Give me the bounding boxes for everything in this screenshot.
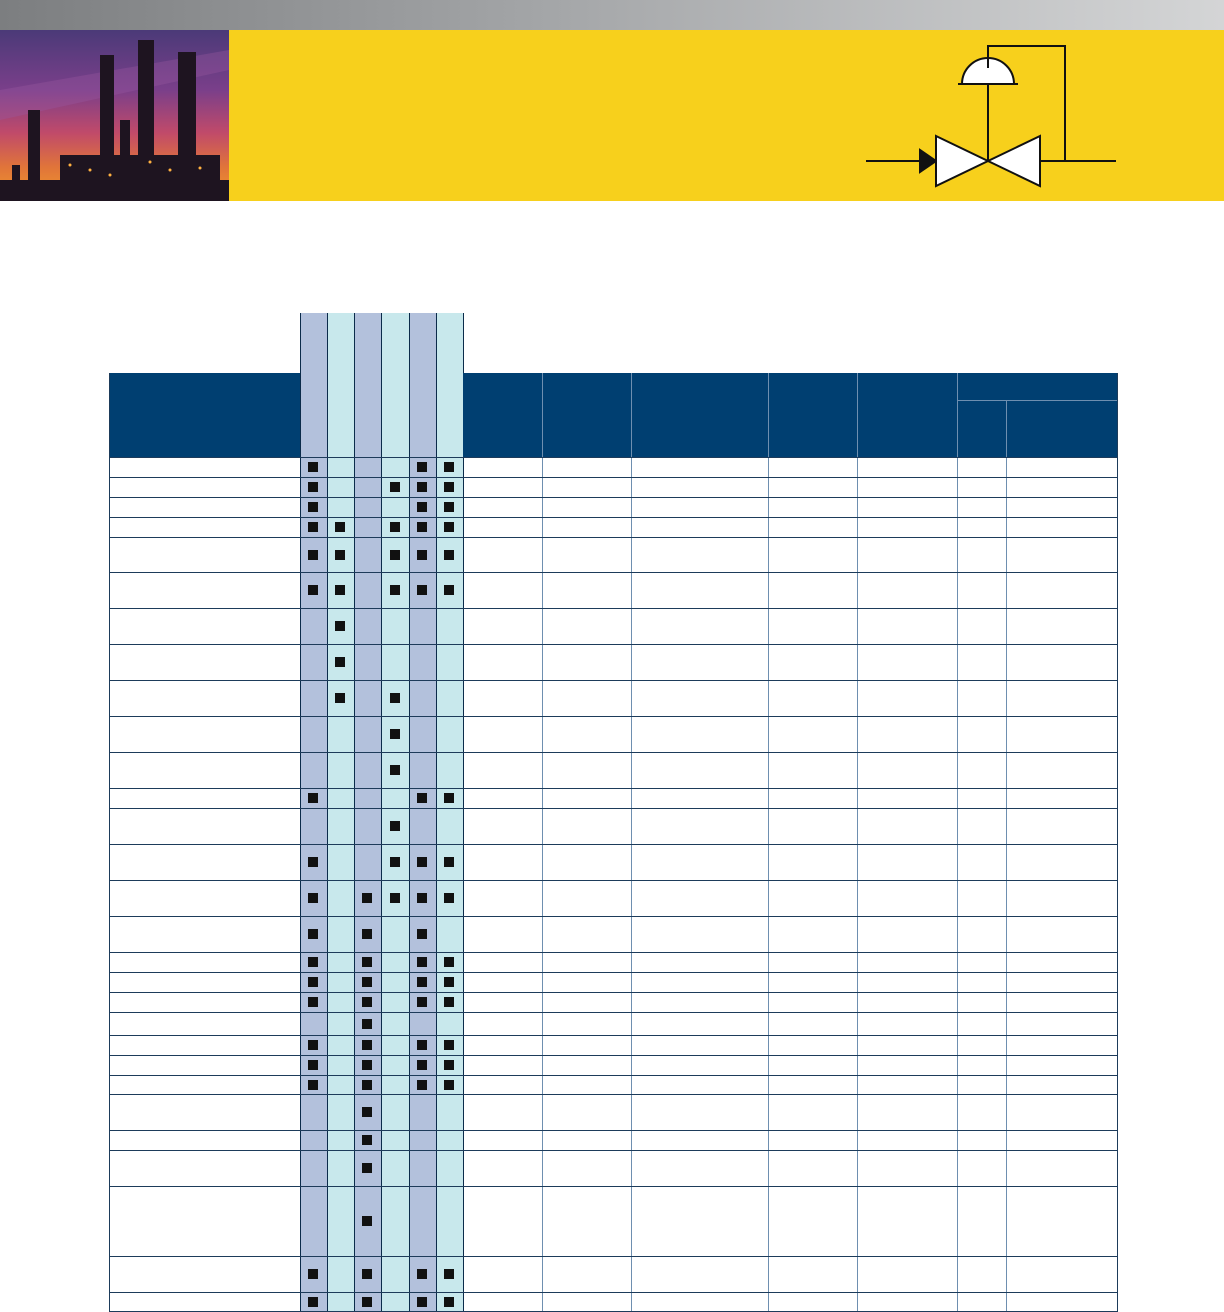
col-divider [957, 373, 958, 1312]
table-row-divider [109, 497, 1117, 498]
applicability-marker [417, 502, 427, 512]
column-strip-2 [327, 313, 354, 1312]
applicability-marker [362, 1080, 372, 1090]
table-row-divider [109, 844, 1117, 845]
table-right-edge [1117, 373, 1118, 1312]
applicability-marker [308, 482, 318, 492]
applicability-marker [417, 1040, 427, 1050]
applicability-marker [335, 522, 345, 532]
applicability-marker [335, 550, 345, 560]
applicability-marker [390, 729, 400, 739]
applicability-marker [417, 550, 427, 560]
applicability-marker [308, 1060, 318, 1070]
applicability-marker [308, 857, 318, 867]
table-row-divider [109, 1094, 1117, 1095]
table-row-divider [109, 457, 1117, 458]
applicability-marker [362, 1040, 372, 1050]
applicability-marker [335, 693, 345, 703]
applicability-marker [444, 585, 454, 595]
applicability-marker [335, 585, 345, 595]
table-row-divider [109, 572, 1117, 573]
table-row-divider [109, 517, 1117, 518]
applicability-marker [417, 997, 427, 1007]
applicability-marker [308, 462, 318, 472]
applicability-marker [444, 502, 454, 512]
applicability-marker [335, 621, 345, 631]
table-row-divider [109, 1035, 1117, 1036]
refinery-photo-icon [0, 30, 229, 201]
table-row-divider [109, 952, 1117, 953]
applicability-marker [362, 1135, 372, 1145]
table-row-divider [109, 1055, 1117, 1056]
table-row-divider [109, 880, 1117, 881]
applicability-marker [417, 482, 427, 492]
applicability-marker [417, 793, 427, 803]
applicability-marker [444, 522, 454, 532]
applicability-marker [308, 957, 318, 967]
applicability-marker [308, 1297, 318, 1307]
table-row-divider [109, 972, 1117, 973]
applicability-marker [417, 1269, 427, 1279]
applicability-marker [444, 462, 454, 472]
header-subdivider [957, 400, 1117, 401]
table-row-divider [109, 992, 1117, 993]
table-header-right [463, 373, 1117, 457]
applicability-marker [390, 482, 400, 492]
applicability-marker [362, 1163, 372, 1173]
applicability-marker [362, 1060, 372, 1070]
applicability-marker [362, 1297, 372, 1307]
top-bar [0, 0, 1224, 30]
table-row-divider [109, 808, 1117, 809]
applicability-marker [335, 657, 345, 667]
table-row-divider [109, 1012, 1117, 1013]
applicability-marker [308, 1040, 318, 1050]
applicability-marker [444, 1060, 454, 1070]
applicability-marker [308, 550, 318, 560]
applicability-marker [390, 585, 400, 595]
table-row-divider [109, 1130, 1117, 1131]
col-divider [768, 373, 769, 1312]
applicability-marker [390, 893, 400, 903]
applicability-marker [444, 1080, 454, 1090]
applicability-marker [444, 1269, 454, 1279]
applicability-marker [308, 1080, 318, 1090]
table-header-left [109, 373, 300, 457]
column-strip-4 [381, 313, 409, 1312]
applicability-marker [417, 462, 427, 472]
table-row-divider [109, 1256, 1117, 1257]
table-row-divider [109, 644, 1117, 645]
applicability-marker [444, 857, 454, 867]
applicability-marker [390, 550, 400, 560]
applicability-marker [308, 929, 318, 939]
applicability-marker [308, 893, 318, 903]
applicability-marker [417, 929, 427, 939]
applicability-marker [362, 1216, 372, 1226]
table-left-edge [109, 373, 110, 1312]
applicability-marker [308, 1269, 318, 1279]
applicability-marker [417, 1297, 427, 1307]
applicability-marker [390, 821, 400, 831]
applicability-marker [362, 893, 372, 903]
applicability-marker [417, 957, 427, 967]
applicability-marker [308, 977, 318, 987]
applicability-marker [444, 957, 454, 967]
applicability-marker [308, 585, 318, 595]
applicability-marker [417, 1060, 427, 1070]
applicability-marker [362, 977, 372, 987]
table-row-divider [109, 680, 1117, 681]
applicability-marker [444, 977, 454, 987]
applicability-marker [390, 522, 400, 532]
table-row-divider [109, 1186, 1117, 1187]
applicability-marker [444, 997, 454, 1007]
applicability-marker [444, 482, 454, 492]
table-row-divider [109, 477, 1117, 478]
applicability-marker [390, 857, 400, 867]
applicability-marker [362, 957, 372, 967]
applicability-marker [417, 893, 427, 903]
col-divider [542, 373, 543, 1312]
applicability-marker [417, 857, 427, 867]
applicability-marker [362, 1269, 372, 1279]
table-row-divider [109, 788, 1117, 789]
applicability-marker [362, 1019, 372, 1029]
applicability-marker [417, 977, 427, 987]
table-row-divider [109, 537, 1117, 538]
applicability-marker [417, 1080, 427, 1090]
applicability-marker [444, 793, 454, 803]
applicability-marker [362, 1107, 372, 1117]
applicability-marker [308, 522, 318, 532]
applicability-marker [308, 793, 318, 803]
applicability-marker [362, 997, 372, 1007]
applicability-marker [308, 997, 318, 1007]
table-row-divider [109, 1150, 1117, 1151]
applicability-marker [444, 1040, 454, 1050]
control-valve-icon [860, 40, 1122, 194]
applicability-marker [417, 585, 427, 595]
col-divider [631, 373, 632, 1312]
applicability-marker [362, 929, 372, 939]
table-row-divider [109, 752, 1117, 753]
table-row-divider [109, 1292, 1117, 1293]
applicability-marker [444, 893, 454, 903]
applicability-marker [444, 550, 454, 560]
col-divider [857, 373, 858, 1312]
applicability-marker [417, 522, 427, 532]
table-row-divider [109, 608, 1117, 609]
table-row-divider [109, 916, 1117, 917]
table-row-divider [109, 716, 1117, 717]
table-row-divider [109, 1075, 1117, 1076]
applicability-marker [390, 765, 400, 775]
applicability-marker [390, 693, 400, 703]
applicability-marker [308, 502, 318, 512]
applicability-marker [444, 1297, 454, 1307]
